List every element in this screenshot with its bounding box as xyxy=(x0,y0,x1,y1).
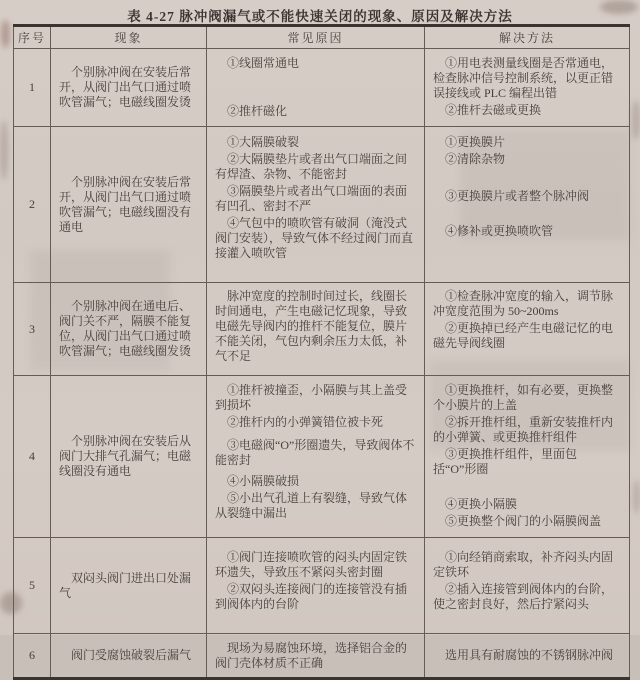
table-title: 表 4-27 脉冲阀漏气或不能快速关闭的现象、原因及解决方法 xyxy=(127,9,513,24)
solution-item: ⑤更换整个阀门的小隔膜阀盖 xyxy=(445,514,602,528)
solution-item: ③更换推杆组件，里面包括“O”形圈 xyxy=(433,447,578,476)
cause-item: ⑤小出气孔道上有裂缝，导致气体从裂缝中漏出 xyxy=(215,491,408,520)
cause-item: 脉冲宽度的控制时间过长，线圈长时间通电，产生电磁记忆现象，导致电磁先导阀内的推杆不能复位，膜片不能关闭，气包内剩余压力太低，补气不足 xyxy=(215,289,408,363)
cause-item: ①推杆被撞歪，小隔膜与其上盖受到损坏 xyxy=(215,383,408,412)
scan-smudge xyxy=(632,100,640,140)
cause-item: ①大隔膜破裂 xyxy=(227,135,300,149)
table-header xyxy=(14,26,630,49)
phenomenon-text: 个别脉冲阀在安装后常开，从阀门出气口通过喷吹管漏气；电磁线圈发烫 xyxy=(59,65,192,109)
solution-item: ①用电表测量线圈是否常通电，检查脉冲信号控制系统，以更正错误接线或 PLC 编程出错 xyxy=(433,56,614,100)
phenomenon-text: 个别脉冲阀在通电后、阀门关不严，隔膜不能复位，从阀门出气口通过喷吹管漏气；电磁线圈发烫 xyxy=(59,299,192,358)
table-row xyxy=(14,49,630,127)
cause-item: ②双闷头连接阀门的连接管没有插到阀体内的台阶 xyxy=(215,582,408,611)
table-row xyxy=(14,283,630,376)
row-number: 2 xyxy=(14,127,51,283)
solution-item: ②插入连接管到阀体内的台阶，使之密封良好，然后拧紧闷头 xyxy=(433,582,614,611)
solution-item: 选用具有耐腐蚀的不锈钢脉冲阀 xyxy=(445,648,614,662)
solution-item: ④修补或更换喷吹管 xyxy=(445,224,554,238)
solution-item: ④更换小隔膜 xyxy=(445,497,518,511)
fault-table xyxy=(13,24,630,680)
cause-item: 现场为易腐蚀环境，选择铝合金的阀门壳体材质不正确 xyxy=(215,640,408,670)
phenomenon-text: 双闷头阀门进出口处漏气 xyxy=(59,570,192,600)
row-number: 4 xyxy=(14,376,51,538)
table-row xyxy=(14,127,630,283)
solution-item: ①更换膜片 xyxy=(445,135,506,149)
phenomenon-text: 阀门受腐蚀破裂后漏气 xyxy=(71,648,192,662)
cause-item: ③隔膜垫片或者出气口端面的表面有凹孔、密封不严 xyxy=(215,184,408,213)
cause-item: ④气包中的喷吹管有破洞（淹没式阀门安装），导致气体不经过阀门而直接灌入喷吹管 xyxy=(215,216,414,260)
solution-item: ①向经销商索取，补齐闷头内固定铁环 xyxy=(433,550,614,579)
scan-smudge xyxy=(633,480,640,514)
cause-item: ②大隔膜垫片或者出气口端面之间有焊渣、杂物、不能密封 xyxy=(215,152,408,181)
cause-item: ①线圈常通电 xyxy=(227,56,300,70)
phenomenon-text: 个别脉冲阀在安装后常开，从阀门出气口通过喷吹管漏气；电磁线圈没有通电 xyxy=(59,174,192,234)
row-number: 6 xyxy=(14,634,51,679)
cause-item: ②推杆内的小弹簧错位被卡死 xyxy=(227,415,384,429)
solution-item: ③更换膜片或者整个脉冲阀 xyxy=(445,189,590,203)
table-row xyxy=(14,538,630,634)
col-header-no: 序号 xyxy=(14,26,51,49)
col-header-phenomenon: 现象 xyxy=(51,26,207,49)
table-row xyxy=(14,376,630,538)
cause-item: ④小隔膜破损 xyxy=(227,474,300,488)
solution-item: ①更换推杆，如有必要，更换整个小膜片的上盖 xyxy=(433,383,614,412)
col-header-solution: 解决方法 xyxy=(425,26,630,49)
row-number: 5 xyxy=(14,538,51,634)
cause-item: ③电磁阀“O”形圈遗失，导致阀体不能密封 xyxy=(215,438,415,467)
cause-item: ①阀门连接喷吹管的闷头内固定铁环遗失，导致压不紧闷头密封圈 xyxy=(215,550,408,579)
solution-item: ②清除杂物 xyxy=(445,152,506,166)
solution-item: ②拆开推杆组，重新安装推杆内的小弹簧、或更换推杆组件 xyxy=(433,415,614,444)
solution-item: ②更换掉已经产生电磁记忆的电磁先导阀线圈 xyxy=(433,321,614,350)
cause-item: ②推杆磁化 xyxy=(227,104,288,118)
phenomenon-text: 个别脉冲阀在安装后从阀门大排气孔漏气；电磁线圈没有通电 xyxy=(59,434,192,478)
scan-smudge xyxy=(0,120,8,180)
row-number: 1 xyxy=(14,49,51,127)
solution-item: ②推杆去磁或更换 xyxy=(445,103,542,117)
table-row xyxy=(14,634,630,679)
col-header-cause: 常见原因 xyxy=(207,26,425,49)
row-number: 3 xyxy=(14,283,51,376)
solution-item: ①检查脉冲宽度的输入，调节脉冲宽度范围为 50~200ms xyxy=(433,289,614,318)
